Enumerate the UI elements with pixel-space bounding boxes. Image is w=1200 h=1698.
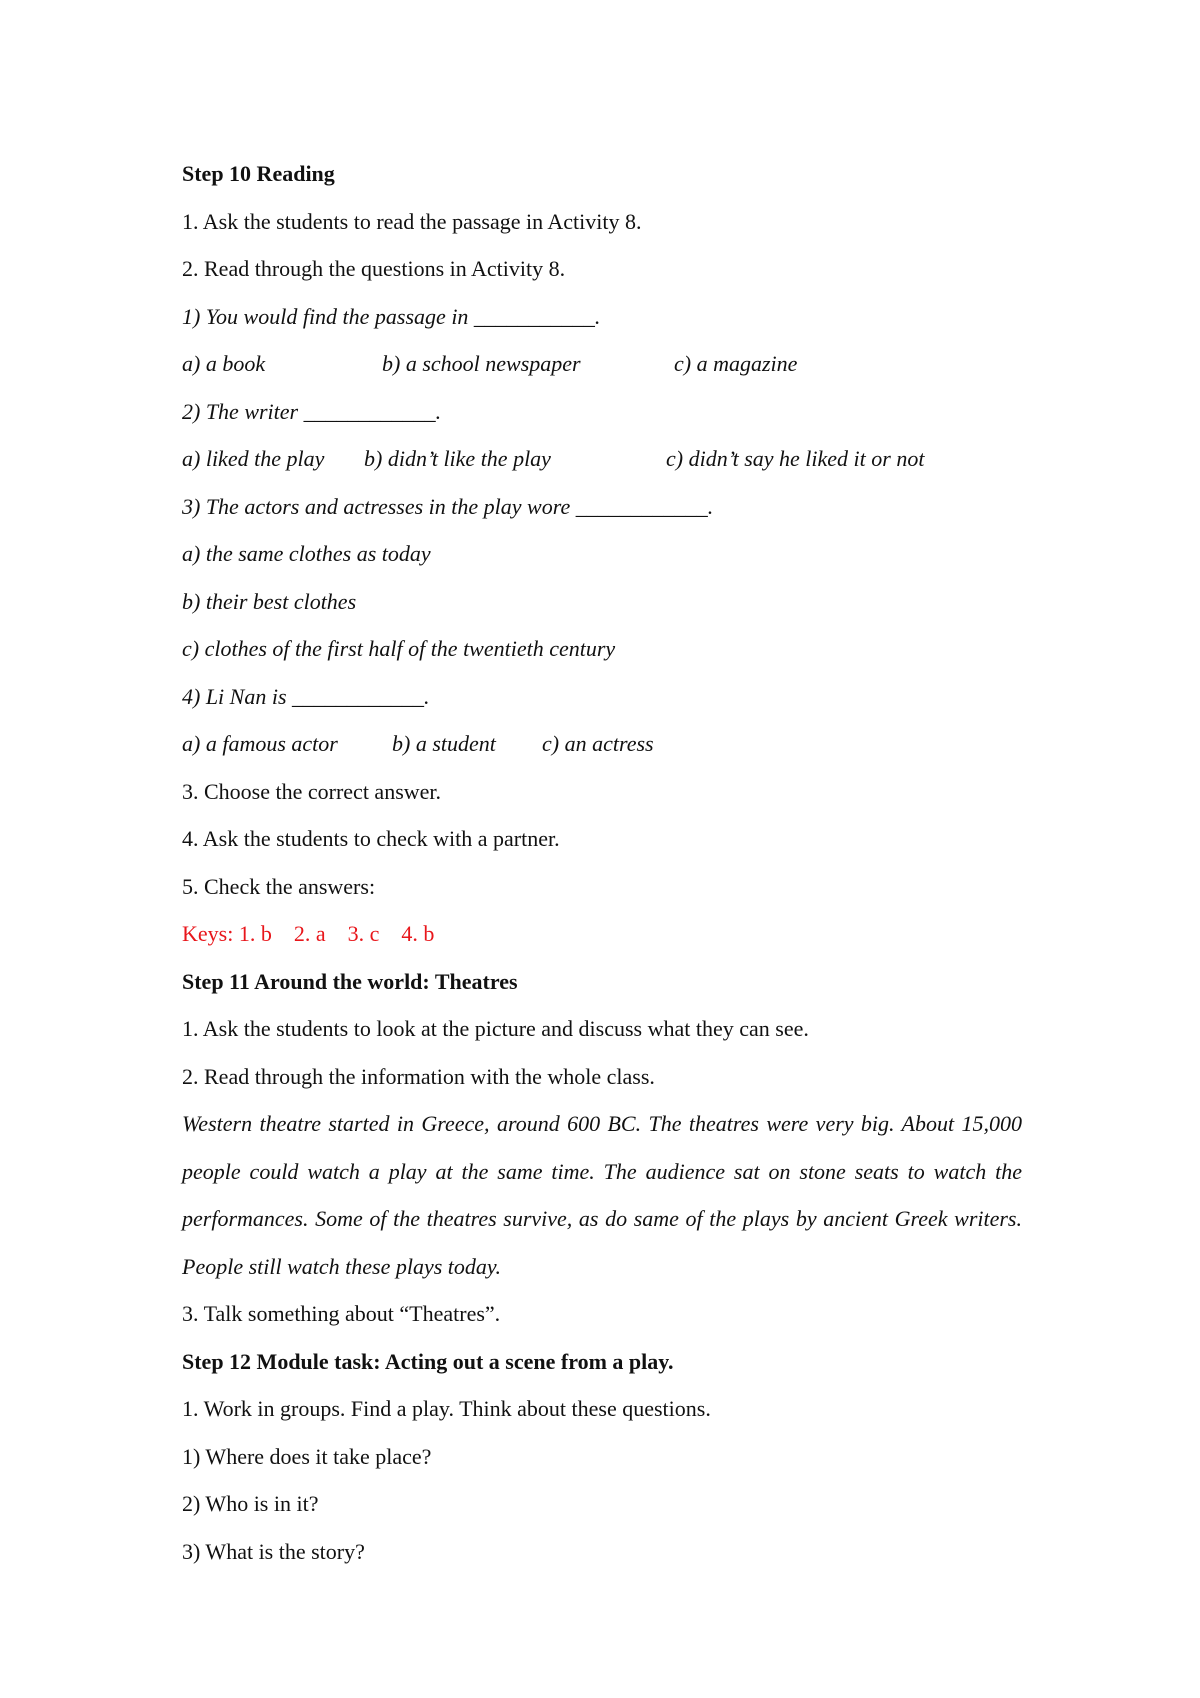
q4-option-b: b) a student — [392, 731, 496, 756]
step10-instruction-3: 3. Choose the correct answer. — [182, 778, 442, 804]
q2-option-a: a) liked the play — [182, 446, 325, 471]
q3-option-c: c) clothes of the first half of the twentieth century — [182, 636, 616, 661]
answer-keys: Keys: 1. b 2. a 3. c 4. b — [182, 921, 435, 946]
step11-line-1: 1. Ask the students to look at the picture and discuss what they can see. — [182, 1016, 809, 1041]
step12-heading: Step 12 Module task: Acting out a scene from a play. — [182, 1348, 674, 1374]
question-2-options — [182, 435, 1022, 483]
step11-line-2: 2. Read through the information with the whole class. — [182, 1063, 655, 1089]
step12-question-1: 1) Where does it take place? — [182, 1443, 432, 1469]
step10-line-1: 1. Ask the students to read the passage in Activity 8. — [182, 208, 642, 234]
q3-option-a: a) the same clothes as today — [182, 541, 431, 566]
q4-option-c: c) an actress — [542, 731, 654, 756]
step11-heading: Step 11 Around the world: Theatres — [182, 968, 518, 994]
theatre-passage: Western theatre started in Greece, around 600 BC. The theatres were very big. About 15,000 people could watch a play at the same time. The audience sat on stone seats to watch the performances. Some of the theatres survive, as do same of the plays by ancient Greek writers. People still watch these plays today. — [182, 1111, 1022, 1279]
q1-option-b: b) a school newspaper — [382, 351, 581, 376]
step11-talk: 3. Talk something about “Theatres”. — [182, 1301, 501, 1326]
question-1: 1) You would find the passage in ___________. — [182, 303, 601, 329]
question-2: 2) The writer ____________. — [182, 398, 442, 424]
question-4: 4) Li Nan is ____________. — [182, 683, 430, 709]
question-3: 3) The actors and actresses in the play wore ____________. — [182, 493, 714, 519]
question-4-options — [182, 720, 1022, 768]
q1-option-c: c) a magazine — [674, 351, 798, 376]
q4-option-a: a) a famous actor — [182, 731, 338, 756]
step12-question-2: 2) Who is in it? — [182, 1491, 319, 1516]
step10-instruction-5: 5. Check the answers: — [182, 873, 376, 899]
question-1-options — [182, 340, 1022, 388]
step10-instruction-4: 4. Ask the students to check with a partner. — [182, 826, 560, 851]
step12-line-1: 1. Work in groups. Find a play. Think about these questions. — [182, 1396, 711, 1421]
document-content — [182, 150, 1022, 1575]
step10-line-2: 2. Read through the questions in Activity 8. — [182, 256, 566, 281]
q1-option-a: a) a book — [182, 351, 266, 376]
q2-option-c: c) didn’t say he liked it or not — [666, 446, 925, 471]
step10-heading: Step 10 Reading — [182, 161, 335, 186]
q3-option-b: b) their best clothes — [182, 588, 357, 614]
q2-option-b: b) didn’t like the play — [364, 446, 551, 471]
step12-question-3: 3) What is the story? — [182, 1538, 365, 1564]
